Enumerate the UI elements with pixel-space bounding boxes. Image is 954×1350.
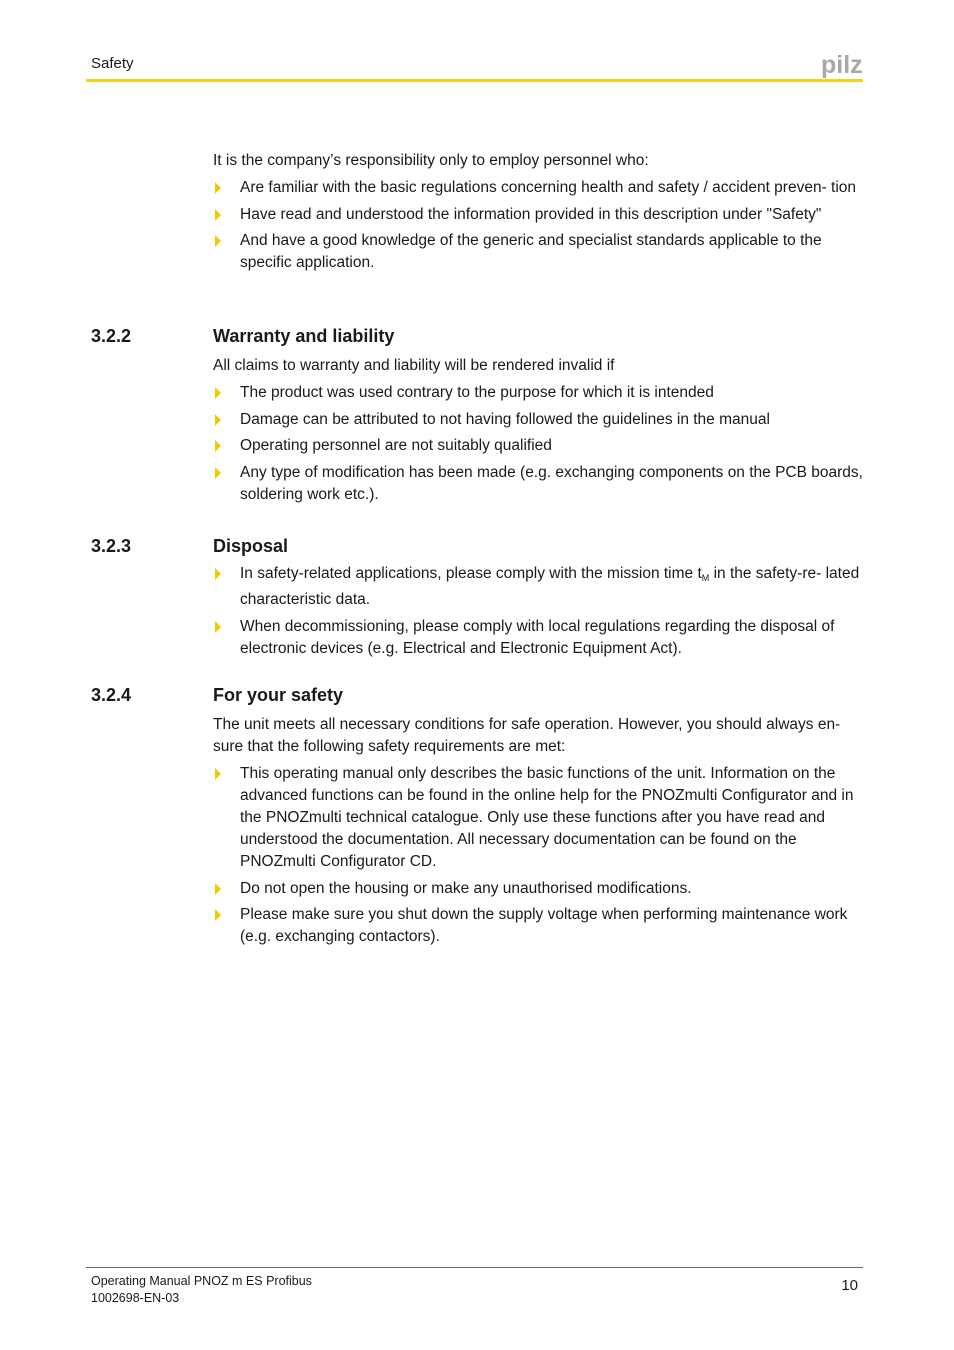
svg-text:pilz: pilz xyxy=(821,52,863,78)
intro-text: It is the company’s responsibility only to employ personnel who: xyxy=(213,152,649,169)
list-item: Are familiar with the basic regulations concerning health and safety / accident preven- tion xyxy=(213,177,865,199)
footer-info xyxy=(91,1273,312,1307)
warranty-text: All claims to warranty and liability will be rendered invalid if xyxy=(213,357,615,374)
bullet-arrow-icon xyxy=(215,235,221,247)
list-item: When decommissioning, please comply with local regulations regarding the disposal of electronic devices (e.g. Electrical and Electronic Equipment Act). xyxy=(213,616,865,660)
bullet-arrow-icon xyxy=(215,182,221,194)
disposal-list xyxy=(213,563,865,664)
section-number: 3.2.2 xyxy=(91,326,132,346)
bullet-arrow-icon xyxy=(215,768,221,780)
bullet-arrow-icon xyxy=(215,568,221,580)
bullet-arrow-icon xyxy=(215,414,221,426)
bullet-arrow-icon xyxy=(215,387,221,399)
section-number: 3.2.3 xyxy=(91,536,132,556)
list-item: In safety-related applications, please comply with the mission time $t_M$ in the safety-re- lated characteristic data. xyxy=(213,563,865,611)
pilz-logo xyxy=(821,52,864,78)
footer-manual-title: Operating Manual PNOZ m ES Profibus xyxy=(91,1274,312,1288)
warranty-list xyxy=(213,382,865,510)
safety-list xyxy=(213,763,865,953)
bullet-arrow-icon xyxy=(215,909,221,921)
section-title: For your safety xyxy=(213,685,344,705)
intro-list xyxy=(213,177,865,279)
section-title: Warranty and liability xyxy=(213,326,395,346)
list-item: Any type of modification has been made (e.g. exchanging components on the PCB boards, soldering work etc.). xyxy=(213,462,865,506)
bullet-arrow-icon xyxy=(215,467,221,479)
bullet-arrow-icon xyxy=(215,209,221,221)
list-item: Do not open the housing or make any unauthorised modifications. xyxy=(213,878,865,900)
bullet-arrow-icon xyxy=(215,883,221,895)
list-item: Have read and understood the information provided in this description under "Safety" xyxy=(213,204,865,226)
footer-rule xyxy=(86,1267,863,1268)
safety-text: The unit meets all necessary conditions for safe operation. However, you should always en- sure that the following safety requirements are met: xyxy=(213,716,841,755)
list-item: The product was used contrary to the purpose for which it is intended xyxy=(213,382,865,404)
list-item: Operating personnel are not suitably qualified xyxy=(213,435,865,457)
bullet-arrow-icon xyxy=(215,440,221,452)
header-section-title: Safety xyxy=(91,55,134,72)
list-item: This operating manual only describes the basic functions of the unit. Information on the advanced functions can be found in the online help for the PNOZmulti Configurator and in the PNOZmulti technical catalogue. Only use these functions after you have read and understood the documentation. All necessary documentation can be found on the PNOZmulti Configurator CD. xyxy=(213,763,865,873)
section-number: 3.2.4 xyxy=(91,685,132,705)
page-number: 10 xyxy=(841,1277,858,1294)
list-item: And have a good knowledge of the generic and specialist standards applicable to the specific application. xyxy=(213,230,865,274)
header-rule xyxy=(86,79,863,82)
section-title: Disposal xyxy=(213,536,289,556)
list-item: Please make sure you shut down the supply voltage when performing maintenance work (e.g. exchanging contactors). xyxy=(213,904,865,948)
list-item: Damage can be attributed to not having followed the guidelines in the manual xyxy=(213,409,865,431)
footer-doc-id: 1002698-EN-03 xyxy=(91,1291,180,1305)
bullet-arrow-icon xyxy=(215,621,221,633)
